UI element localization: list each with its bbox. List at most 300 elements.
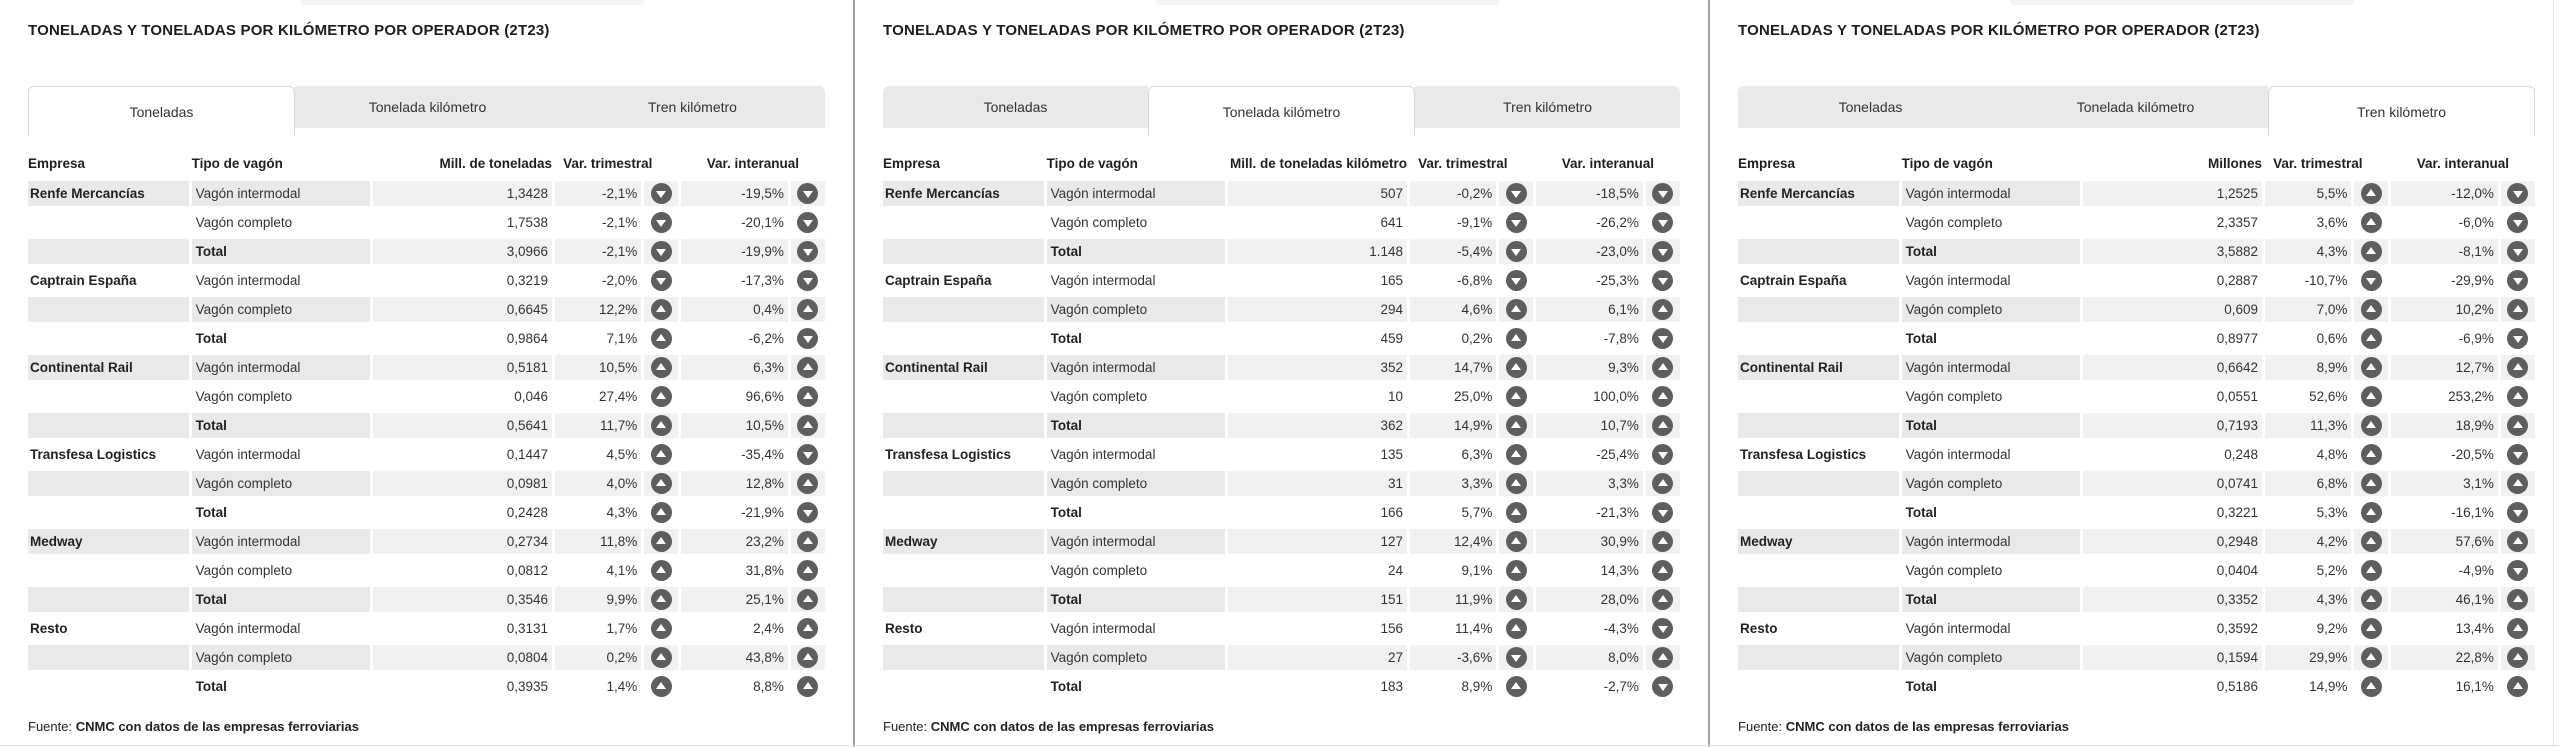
company-cell <box>883 326 1044 351</box>
wagon-type-cell: Vagón intermodal <box>1047 181 1226 206</box>
company-cell <box>883 645 1044 670</box>
table-body <box>1738 181 2535 699</box>
quarterly-trend-cell <box>1499 239 1533 264</box>
quarterly-trend-cell <box>1499 297 1533 322</box>
trend-up-icon <box>797 589 818 610</box>
trend-down-icon <box>1652 444 1673 465</box>
trend-up-icon <box>1652 647 1673 668</box>
quarterly-change-cell: 6,3% <box>1461 447 1493 462</box>
col-header-var-trimestral: Var. trimestral <box>2273 156 2363 171</box>
value-cell: 166 <box>1380 505 1403 520</box>
table-row <box>1738 558 2535 583</box>
trend-down-icon <box>651 241 672 262</box>
company-cell <box>28 500 189 525</box>
company-cell <box>28 413 189 438</box>
quarterly-change-cell: 29,9% <box>2265 645 2351 670</box>
trend-up-icon <box>1652 299 1673 320</box>
yearly-change-cell: 23,2% <box>681 529 787 554</box>
company-cell: Resto <box>1740 621 1778 636</box>
tab-tonelada-kilometro[interactable]: Tonelada kilómetro <box>1148 86 1415 136</box>
quarterly-change-cell: 7,1% <box>606 331 638 346</box>
col-header-tipo-de-vagon: Tipo de vagón <box>1901 156 1993 171</box>
yearly-trend-cell <box>791 645 825 670</box>
quarterly-change-cell: 10,5% <box>555 355 641 380</box>
value-cell: 362 <box>1228 413 1407 438</box>
trend-up-icon <box>2507 386 2528 407</box>
quarterly-change-cell: -2,1% <box>555 181 641 206</box>
trend-down-icon <box>1652 212 1673 233</box>
yearly-change-cell: -20,5% <box>2451 447 2494 462</box>
quarterly-trend-cell <box>2354 355 2388 380</box>
wagon-type-cell: Total <box>192 413 371 438</box>
company-cell <box>28 297 189 322</box>
quarterly-change-cell: 4,2% <box>2265 529 2351 554</box>
value-cell: 0,5641 <box>373 413 552 438</box>
yearly-change-cell: 9,3% <box>1536 355 1642 380</box>
value-cell: 10 <box>1387 389 1403 404</box>
quarterly-trend-cell <box>1499 326 1533 351</box>
trend-down-icon <box>2507 502 2528 523</box>
trend-up-icon <box>797 618 818 639</box>
yearly-trend-cell <box>1646 210 1680 235</box>
trend-up-icon <box>1652 357 1673 378</box>
value-cell: 0,3221 <box>2216 505 2259 520</box>
yearly-change-cell: 6,1% <box>1536 297 1642 322</box>
tab-toneladas[interactable]: Toneladas <box>1738 86 2003 128</box>
yearly-change-cell: 16,1% <box>2455 679 2494 694</box>
wagon-type-cell: Vagón completo <box>1905 563 2003 578</box>
quarterly-trend-cell <box>644 181 678 206</box>
yearly-change-cell: -12,0% <box>2391 181 2497 206</box>
company-cell: Resto <box>885 621 923 636</box>
trend-up-icon <box>2361 241 2382 262</box>
table-row <box>28 384 825 409</box>
quarterly-trend-cell <box>644 587 678 612</box>
wagon-type-cell: Vagón intermodal <box>192 181 371 206</box>
wagon-type-cell: Total <box>1050 679 1082 694</box>
yearly-change-cell: 18,9% <box>2391 413 2497 438</box>
trend-up-icon <box>2507 647 2528 668</box>
quarterly-change-cell: 14,7% <box>1410 355 1496 380</box>
trend-up-icon <box>797 560 818 581</box>
table-row <box>883 674 1680 699</box>
trend-up-icon <box>651 357 672 378</box>
trend-up-icon <box>2361 444 2382 465</box>
yearly-trend-cell <box>2501 239 2535 264</box>
quarterly-change-cell: -9,1% <box>1457 215 1493 230</box>
table-row <box>28 558 825 583</box>
yearly-trend-cell <box>2501 384 2535 409</box>
value-cell: 294 <box>1228 297 1407 322</box>
quarterly-trend-cell <box>644 471 678 496</box>
yearly-change-cell: -25,3% <box>1596 273 1639 288</box>
wagon-type-cell: Total <box>195 679 227 694</box>
yearly-trend-cell <box>2501 500 2535 525</box>
table-row <box>883 239 1680 264</box>
yearly-trend-cell <box>1646 674 1680 699</box>
trend-up-icon <box>2361 473 2382 494</box>
trend-down-icon <box>2507 328 2528 349</box>
quarterly-trend-cell <box>644 268 678 293</box>
yearly-change-cell: 46,1% <box>2391 587 2497 612</box>
yearly-trend-cell <box>1646 558 1680 583</box>
table-header-row <box>28 152 825 177</box>
quarterly-trend-cell <box>644 210 678 235</box>
trend-up-icon <box>2507 299 2528 320</box>
value-cell: 0,1447 <box>506 447 548 462</box>
value-cell: 0,0812 <box>506 563 548 578</box>
value-cell: 459 <box>1380 331 1403 346</box>
source-note <box>28 719 825 734</box>
tab-bar <box>28 86 825 136</box>
company-cell <box>883 210 1044 235</box>
value-cell: 127 <box>1228 529 1407 554</box>
table-row <box>1738 181 2535 206</box>
wagon-type-cell: Total <box>1047 413 1226 438</box>
quarterly-change-cell: 4,0% <box>555 471 641 496</box>
wagon-type-cell: Total <box>1905 505 1937 520</box>
yearly-trend-cell <box>791 500 825 525</box>
source-label: Fuente: <box>28 719 73 734</box>
trend-up-icon <box>2507 618 2528 639</box>
trend-up-icon <box>2361 415 2382 436</box>
wagon-type-cell: Vagón intermodal <box>1902 529 2081 554</box>
wagon-type-cell: Vagón completo <box>1050 389 1148 404</box>
quarterly-change-cell: -10,7% <box>2304 273 2348 288</box>
wagon-type-cell: Vagón intermodal <box>1905 447 2011 462</box>
table-row <box>28 674 825 699</box>
value-cell: 2,3357 <box>2216 215 2259 230</box>
value-cell: 0,2734 <box>373 529 552 554</box>
tab-toneladas[interactable]: Toneladas <box>883 86 1148 128</box>
value-cell: 1,2525 <box>2083 181 2262 206</box>
tab-bar <box>1738 86 2535 136</box>
company-cell: Continental Rail <box>883 355 1044 380</box>
quarterly-trend-cell <box>644 297 678 322</box>
trend-up-icon <box>1652 560 1673 581</box>
col-header-valor: Mill. de toneladas <box>439 156 552 171</box>
quarterly-change-cell: 8,9% <box>2265 355 2351 380</box>
tab-tren-kilometro[interactable]: Tren kilómetro <box>1415 86 1680 128</box>
table-row <box>1738 297 2535 322</box>
yearly-change-cell: -21,3% <box>1596 505 1639 520</box>
trend-down-icon <box>797 183 818 204</box>
trend-up-icon <box>2361 299 2382 320</box>
yearly-change-cell: -6,9% <box>2458 331 2494 346</box>
yearly-trend-cell <box>791 616 825 641</box>
operators-table <box>880 148 1683 703</box>
company-cell <box>28 471 189 496</box>
value-cell: 0,609 <box>2083 297 2262 322</box>
value-cell: 165 <box>1380 273 1403 288</box>
yearly-change-cell: -4,9% <box>2458 563 2494 578</box>
trend-up-icon <box>2361 618 2382 639</box>
yearly-trend-cell <box>791 471 825 496</box>
company-cell: Transfesa Logistics <box>30 447 157 462</box>
wagon-type-cell: Vagón intermodal <box>195 273 301 288</box>
quarterly-change-cell: 5,5% <box>2265 181 2351 206</box>
quarterly-change-cell: 4,6% <box>1410 297 1496 322</box>
trend-down-icon <box>1506 183 1527 204</box>
yearly-trend-cell <box>1646 616 1680 641</box>
trend-up-icon <box>1506 299 1527 320</box>
company-cell <box>883 239 1044 264</box>
table-row <box>28 181 825 206</box>
table-row <box>1738 210 2535 235</box>
yearly-change-cell: 43,8% <box>681 645 787 670</box>
company-cell <box>1738 326 1899 351</box>
value-cell: 183 <box>1380 679 1403 694</box>
tab-tonelada-kilometro[interactable]: Tonelada kilómetro <box>295 86 560 128</box>
wagon-type-cell: Total <box>192 239 371 264</box>
quarterly-change-cell: -2,1% <box>555 239 641 264</box>
trend-up-icon <box>2361 676 2382 697</box>
table-row <box>1738 587 2535 612</box>
company-cell: Captrain España <box>1740 273 1847 288</box>
quarterly-trend-cell <box>1499 181 1533 206</box>
value-cell: 1.148 <box>1228 239 1407 264</box>
trend-up-icon <box>1506 531 1527 552</box>
cropped-element-fragment <box>1155 0 1500 5</box>
trend-down-icon <box>797 444 818 465</box>
yearly-trend-cell <box>2501 355 2535 380</box>
wagon-type-cell: Total <box>192 587 371 612</box>
col-header-empresa: Empresa <box>28 156 86 171</box>
quarterly-change-cell: 25,0% <box>1454 389 1493 404</box>
yearly-trend-cell <box>791 674 825 699</box>
company-cell <box>883 413 1044 438</box>
wagon-type-cell: Total <box>1905 679 1937 694</box>
quarterly-trend-cell <box>2354 558 2388 583</box>
tab-tren-kilometro[interactable]: Tren kilómetro <box>2268 86 2535 136</box>
wagon-type-cell: Vagón intermodal <box>192 355 371 380</box>
value-cell: 24 <box>1387 563 1403 578</box>
quarterly-trend-cell <box>1499 413 1533 438</box>
quarterly-trend-cell <box>1499 529 1533 554</box>
company-cell <box>28 587 189 612</box>
company-cell <box>28 326 189 351</box>
page-title: TONELADAS Y TONELADAS POR KILÓMETRO POR OPERADOR (2T23) <box>883 22 1405 39</box>
value-cell: 0,3935 <box>506 679 548 694</box>
trend-up-icon <box>1506 444 1527 465</box>
tab-tren-kilometro[interactable]: Tren kilómetro <box>560 86 825 128</box>
trend-up-icon <box>651 647 672 668</box>
wagon-type-cell: Vagón completo <box>1047 297 1226 322</box>
table-row <box>883 471 1680 496</box>
table-row <box>883 529 1680 554</box>
source-label: Fuente: <box>1738 719 1783 734</box>
trend-up-icon <box>1506 328 1527 349</box>
yearly-trend-cell <box>1646 326 1680 351</box>
yearly-trend-cell <box>1646 181 1680 206</box>
yearly-change-cell: -35,4% <box>741 447 784 462</box>
trend-up-icon <box>797 473 818 494</box>
col-header-var-trimestral: Var. trimestral <box>1418 156 1508 171</box>
company-cell <box>1738 239 1899 264</box>
value-cell: 0,0981 <box>373 471 552 496</box>
value-cell: 0,0804 <box>373 645 552 670</box>
quarterly-trend-cell <box>1499 268 1533 293</box>
trend-up-icon <box>1652 589 1673 610</box>
table-row <box>883 616 1680 641</box>
quarterly-change-cell: 5,7% <box>1461 505 1493 520</box>
wagon-type-cell: Vagón intermodal <box>192 529 371 554</box>
trend-down-icon <box>2507 444 2528 465</box>
company-cell: Renfe Mercancías <box>28 181 189 206</box>
yearly-change-cell: 25,1% <box>681 587 787 612</box>
report-panel-toneladas <box>0 0 853 747</box>
wagon-type-cell: Total <box>1047 587 1226 612</box>
company-cell <box>1738 500 1899 525</box>
company-cell <box>1738 471 1899 496</box>
yearly-change-cell: 3,1% <box>2391 471 2497 496</box>
tab-tonelada-kilometro[interactable]: Tonelada kilómetro <box>2003 86 2268 128</box>
yearly-change-cell: -7,8% <box>1603 331 1639 346</box>
table-row <box>28 500 825 525</box>
col-header-valor: Millones <box>2208 156 2263 171</box>
yearly-change-cell: -4,3% <box>1603 621 1639 636</box>
company-cell <box>883 471 1044 496</box>
company-cell <box>28 384 189 409</box>
yearly-change-cell: 2,4% <box>753 621 784 636</box>
trend-down-icon <box>1652 241 1673 262</box>
quarterly-trend-cell <box>644 442 678 467</box>
company-cell <box>883 384 1044 409</box>
table-row <box>1738 268 2535 293</box>
yearly-change-cell: -19,9% <box>681 239 787 264</box>
quarterly-trend-cell <box>2354 529 2388 554</box>
trend-down-icon <box>651 212 672 233</box>
yearly-trend-cell <box>2501 326 2535 351</box>
wagon-type-cell: Total <box>195 331 227 346</box>
yearly-change-cell: -29,9% <box>2451 273 2494 288</box>
value-cell: 0,9864 <box>506 331 548 346</box>
yearly-change-cell: 14,3% <box>1600 563 1639 578</box>
table-body <box>28 181 825 699</box>
quarterly-trend-cell <box>1499 210 1533 235</box>
wagon-type-cell: Vagón intermodal <box>195 621 301 636</box>
value-cell: 0,046 <box>514 389 548 404</box>
cropped-element-fragment <box>2010 0 2355 5</box>
company-cell <box>883 558 1044 583</box>
company-cell <box>1738 297 1899 322</box>
trend-up-icon <box>2361 357 2382 378</box>
trend-up-icon <box>797 415 818 436</box>
yearly-change-cell: -18,5% <box>1536 181 1642 206</box>
table-row <box>28 268 825 293</box>
cropped-element-fragment <box>300 0 645 5</box>
company-cell: Medway <box>28 529 189 554</box>
company-cell: Transfesa Logistics <box>1740 447 1867 462</box>
quarterly-change-cell: 8,9% <box>1461 679 1493 694</box>
table-row <box>28 616 825 641</box>
table-row <box>1738 442 2535 467</box>
yearly-trend-cell <box>2501 587 2535 612</box>
yearly-change-cell: -25,4% <box>1596 447 1639 462</box>
company-cell <box>1738 645 1899 670</box>
table-row <box>28 645 825 670</box>
quarterly-trend-cell <box>2354 326 2388 351</box>
col-header-var-interanual: Var. interanual <box>706 156 800 171</box>
quarterly-trend-cell <box>644 674 678 699</box>
company-cell: Renfe Mercancías <box>1738 181 1899 206</box>
quarterly-change-cell: -6,8% <box>1457 273 1493 288</box>
table-row <box>1738 529 2535 554</box>
yearly-change-cell: -19,5% <box>681 181 787 206</box>
yearly-trend-cell <box>2501 210 2535 235</box>
yearly-trend-cell <box>2501 674 2535 699</box>
wagon-type-cell: Total <box>195 505 227 520</box>
quarterly-trend-cell <box>2354 587 2388 612</box>
yearly-change-cell: 12,8% <box>681 471 787 496</box>
trend-up-icon <box>1506 676 1527 697</box>
value-cell: 0,2887 <box>2216 273 2259 288</box>
yearly-trend-cell <box>1646 384 1680 409</box>
wagon-type-cell: Vagón intermodal <box>195 447 301 462</box>
yearly-trend-cell <box>791 384 825 409</box>
tab-toneladas[interactable]: Toneladas <box>28 86 295 136</box>
company-cell <box>883 587 1044 612</box>
trend-down-icon <box>1506 241 1527 262</box>
yearly-change-cell: -17,3% <box>741 273 784 288</box>
wagon-type-cell: Vagón completo <box>195 563 293 578</box>
yearly-change-cell: 8,8% <box>753 679 784 694</box>
table-row <box>883 413 1680 438</box>
trend-up-icon <box>651 444 672 465</box>
quarterly-trend-cell <box>1499 558 1533 583</box>
trend-up-icon <box>2361 589 2382 610</box>
wagon-type-cell: Vagón intermodal <box>1902 355 2081 380</box>
yearly-change-cell: 13,4% <box>2455 621 2494 636</box>
value-cell: 156 <box>1380 621 1403 636</box>
trend-down-icon <box>651 270 672 291</box>
wagon-type-cell: Total <box>1902 239 2081 264</box>
wagon-type-cell: Vagón completo <box>195 389 293 404</box>
yearly-trend-cell <box>1646 355 1680 380</box>
quarterly-trend-cell <box>1499 442 1533 467</box>
col-header-var-trimestral: Var. trimestral <box>563 156 653 171</box>
yearly-trend-cell <box>2501 297 2535 322</box>
quarterly-trend-cell <box>1499 587 1533 612</box>
company-cell <box>883 500 1044 525</box>
quarterly-change-cell: 12,4% <box>1410 529 1496 554</box>
table-row <box>1738 674 2535 699</box>
quarterly-change-cell: 4,8% <box>2316 447 2348 462</box>
value-cell: 0,0404 <box>2216 563 2259 578</box>
yearly-change-cell: -2,7% <box>1603 679 1639 694</box>
quarterly-change-cell: 11,3% <box>2265 413 2351 438</box>
yearly-change-cell: 10,5% <box>681 413 787 438</box>
wagon-type-cell: Total <box>1905 331 1937 346</box>
trend-up-icon <box>797 386 818 407</box>
trend-up-icon <box>1506 473 1527 494</box>
yearly-trend-cell <box>791 587 825 612</box>
quarterly-trend-cell <box>1499 645 1533 670</box>
quarterly-trend-cell <box>644 500 678 525</box>
col-header-valor: Mill. de toneladas kilómetro <box>1229 156 1407 171</box>
trend-down-icon <box>2507 183 2528 204</box>
trend-up-icon <box>651 589 672 610</box>
table-row <box>883 297 1680 322</box>
company-cell <box>1738 210 1899 235</box>
trend-up-icon <box>1506 589 1527 610</box>
yearly-change-cell: -23,0% <box>1536 239 1642 264</box>
quarterly-trend-cell <box>2354 384 2388 409</box>
company-cell: Captrain España <box>885 273 992 288</box>
table-header-row <box>883 152 1680 177</box>
quarterly-trend-cell <box>2354 181 2388 206</box>
wagon-type-cell: Vagón completo <box>1050 563 1148 578</box>
